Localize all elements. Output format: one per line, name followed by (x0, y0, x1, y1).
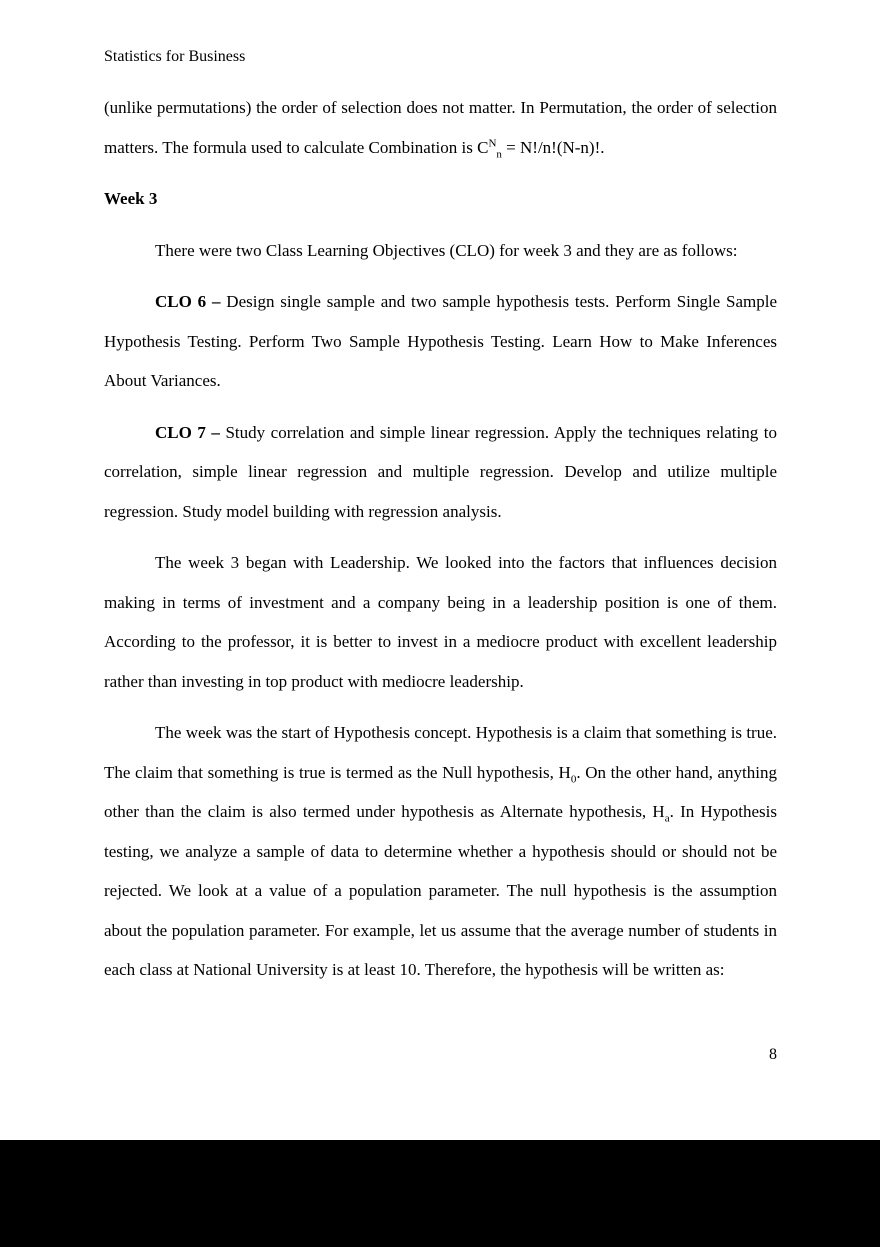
hypothesis-text2: . On the other hand, anything other than the claim is also termed under hypothesis as Alternate hypothesis, H (104, 762, 777, 821)
week3-heading: Week 3 (104, 189, 158, 208)
combination-text-before: (unlike permutations) the order of selection does not matter. In Permutation, the order of selection matters. The formula used to calculate Combination is C (104, 98, 777, 157)
paragraph-intro: There were two Class Learning Objectives (CLO) for week 3 and they are as follows: (155, 240, 738, 260)
paragraph-hypothesis (104, 713, 777, 990)
clo6-label: CLO 6 – (155, 292, 221, 311)
hypothesis-text1: The week was the start of Hypothesis concept. Hypothesis is a claim that something is true. The claim that something is true is termed as the Null hypothesis, H (104, 723, 777, 782)
page-number: 8 (769, 1046, 777, 1063)
running-header: Statistics for Business (104, 48, 246, 65)
combination-superscript: N (488, 136, 497, 149)
bottom-black-bar (0, 1140, 880, 1247)
alternate-hypothesis-subscript: a (664, 812, 670, 825)
null-hypothesis-subscript: 0 (570, 772, 577, 785)
paragraph-combination (104, 88, 777, 167)
clo7-text: Study correlation and simple linear regression. Apply the techniques relating to correlation, simple linear regression and multiple regression. Develop and utilize multiple regression. Study model building with regression analysis. (104, 422, 778, 521)
clo6-text: Design single sample and two sample hypothesis tests. Perform Single Sample Hypothesis Testing. Perform Two Sample Hypothesis Testing. Learn How to Make Inferences About Variances. (104, 292, 777, 390)
combination-subscript: n (496, 147, 502, 160)
hypothesis-text3: . In Hypothesis testing, we analyze a sample of data to determine whether a hypothesis should or should not be rejected. We look at a value of a population parameter. The null hypothesis is the assumption about the population parameter. For example, let us assume that the average number of students in each class at National University is at least 10. Therefore, the hypothesis will be written as: (104, 802, 777, 979)
paragraph-clo6 (104, 282, 777, 401)
clo7-label: CLO 7 – (155, 422, 220, 442)
combination-text-after: = N!/n!(N-n)!. (501, 137, 605, 157)
document-body (104, 88, 777, 1002)
paragraph-leadership: The week 3 began with Leadership. We looked into the factors that influences decision making in terms of investment and a company being in a leadership position is one of them. According to the professor, it is better to invest in a mediocre product with excellent leadership rather than investing in top product with mediocre leadership. (104, 553, 777, 691)
paragraph-clo7 (104, 413, 777, 532)
